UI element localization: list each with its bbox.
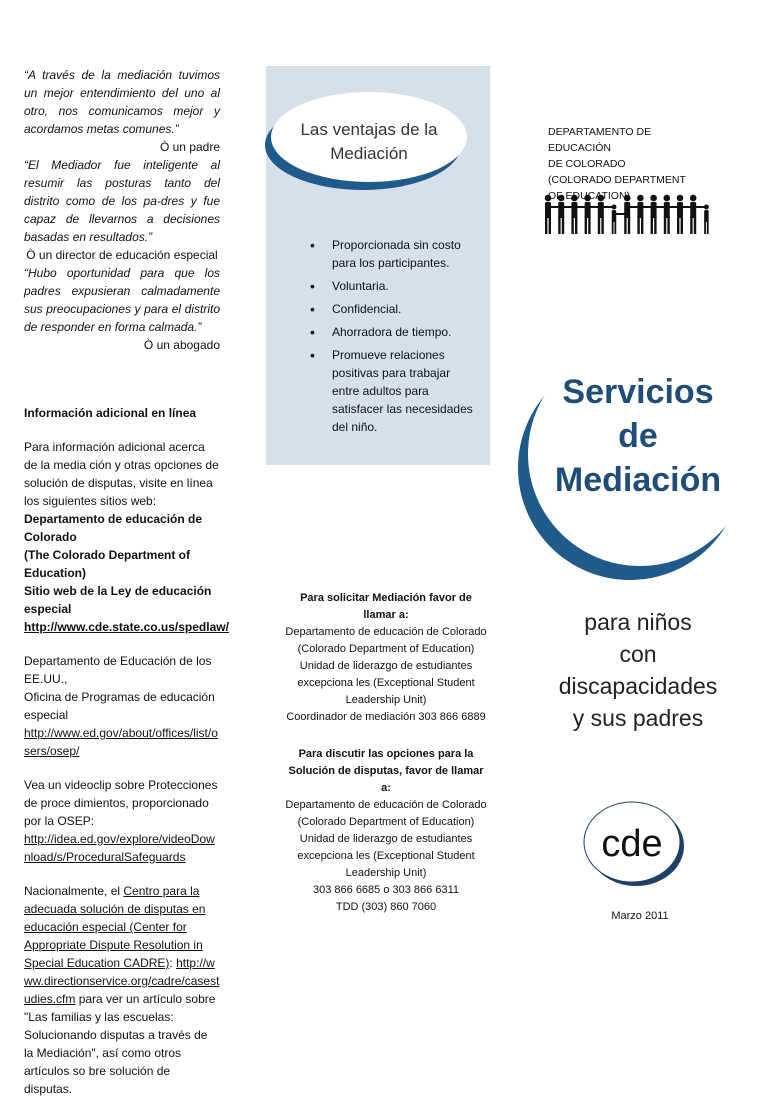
subtitle-line3: y sus padres — [572, 705, 704, 731]
national-suffix: para ver un artículo sobre "Las familias y las escuelas: Solucionando disputas a través de la Mediación", así como otros artículos so bre solución de disputas. — [24, 992, 216, 1096]
attribution-director: Ò un director de educación especial — [26, 248, 218, 262]
people-row-icon — [542, 190, 722, 236]
video-block — [24, 776, 220, 866]
national-block — [24, 882, 220, 1098]
usde-line1: Departamento de Educación de los EE.UU., — [24, 654, 212, 686]
main-title-line2: Mediación — [554, 461, 722, 499]
department-line: OF EDUCATION) — [548, 190, 631, 202]
subtitle-line1: para niños — [584, 609, 692, 635]
testimonial-director: “El Mediador fue inteligente al resumir las posturas tanto del distrito como de los pa-dres y fue capaz de llevarnos a decisiones basadas en resultados.” — [24, 158, 220, 244]
list-item: • Ahorradora de tiempo. — [310, 323, 480, 341]
osep-link[interactable]: http://www.ed.gov/about/offices/list/osers/osep/ — [24, 726, 218, 758]
list-item: • Proporcionada sin costo para los participantes. — [310, 236, 480, 272]
benefits-title-line2: Mediación — [330, 144, 408, 163]
benefits-title-line1: Las ventajas de la — [300, 120, 438, 139]
benefits-list — [310, 236, 480, 441]
main-title — [540, 370, 736, 502]
cde-name-en: (The Colorado Department of Education) — [24, 548, 191, 580]
department-line: (COLORADO DEPARTMENT — [548, 174, 686, 186]
main-title-line1: Servicios de — [562, 373, 714, 455]
benefits-title-oval — [271, 92, 467, 182]
department-line: DE COLORADO — [548, 158, 626, 170]
contact-line: (Colorado Department of Education) — [297, 816, 475, 828]
contact-heading: Para discutir las opciones para la Solución de disputas, favor de llamar a: — [288, 748, 484, 794]
contact-phone: Coordinador de mediación 303 866 6889 — [286, 711, 486, 723]
attribution-parent: Ò un padre — [159, 140, 220, 154]
list-item: • Voluntaria. — [310, 277, 480, 295]
usde-block — [24, 652, 220, 760]
testimonial-parent: “A través de la mediación tuvimos un mejor entendimiento del uno al otro, nos comunicamos mejor y acordamos metas comunes.” — [24, 68, 220, 136]
testimonial-lawyer: “Hubo oportunidad para que los padres expusieran calmadamente sus preocupaciones y para el distrito de responder en forma calmada.” — [24, 266, 220, 334]
cde-name: Departamento de educación de Colorado — [24, 512, 203, 544]
contact-line: Departamento de educación de Colorado — [285, 626, 487, 638]
usde-line2: Oficina de Programas de educación especial — [24, 690, 215, 722]
department-line: DEPARTAMENTO DE EDUCACIÓN — [548, 126, 652, 154]
info-online-title: Información adicional en línea — [24, 406, 197, 420]
cde-spedlaw-link[interactable]: http://www.cde.state.co.us/spedlaw/ — [24, 620, 229, 634]
national-prefix: Nacionalmente, el — [24, 884, 124, 898]
national-colon: : — [169, 956, 173, 970]
cadre-casestudies-link[interactable]: http://www.directionservice.org/cadre/casestudies.cfm — [24, 956, 220, 1006]
contact-line: Unidad de liderazgo de estudiantes excepciona les (Exceptional Student Leadership Unit) — [297, 833, 475, 879]
cadre-center-link[interactable]: Centro para la adecuada solución de disputas en educación especial (Center for Appropriate Dispute Resolution in Special Education CADRE) — [24, 884, 206, 970]
dispute-resolution-contact — [284, 746, 488, 916]
video-text: Vea un videoclip sobre Protecciones de proce dimientos, proporcionado por la OSEP: — [24, 778, 218, 828]
list-item: • Promueve relaciones positivas para trabajar entre adultos para satisfacer las necesidades del niño. — [310, 346, 480, 436]
contact-tdd: TDD (303) 860 7060 — [335, 901, 437, 913]
mediation-request-contact — [284, 590, 488, 726]
cde-logo — [580, 798, 686, 890]
contact-heading: Para solicitar Mediación favor de llamar a: — [300, 592, 472, 621]
contact-line: Unidad de liderazgo de estudiantes excepciona les (Exceptional Student Leadership Unit) — [297, 660, 475, 706]
contact-line: (Colorado Department of Education) — [297, 643, 475, 655]
subtitle-line2: con discapacidades — [558, 641, 718, 699]
list-item: • Confidencial. — [310, 300, 480, 318]
publication-date: Marzo 2011 — [611, 910, 669, 922]
info-intro: Para información adicional acerca de la media ción y otras opciones de solución de disputas, visite en línea los siguientes sitios web: — [24, 440, 219, 508]
cde-site-label: Sitio web de la Ley de educación especial — [24, 584, 212, 616]
subtitle — [540, 606, 736, 734]
contact-line: Departamento de educación de Colorado — [285, 799, 487, 811]
cde-logo-text: cde — [601, 823, 663, 865]
video-link[interactable]: http://idea.ed.gov/explore/videoDownload/s/ProceduralSafeguards — [24, 832, 215, 864]
contact-phone: 303 866 6685 o 303 866 6311 — [313, 884, 459, 896]
left-column — [24, 66, 229, 1098]
attribution-lawyer: Ò un abogado — [143, 338, 220, 352]
